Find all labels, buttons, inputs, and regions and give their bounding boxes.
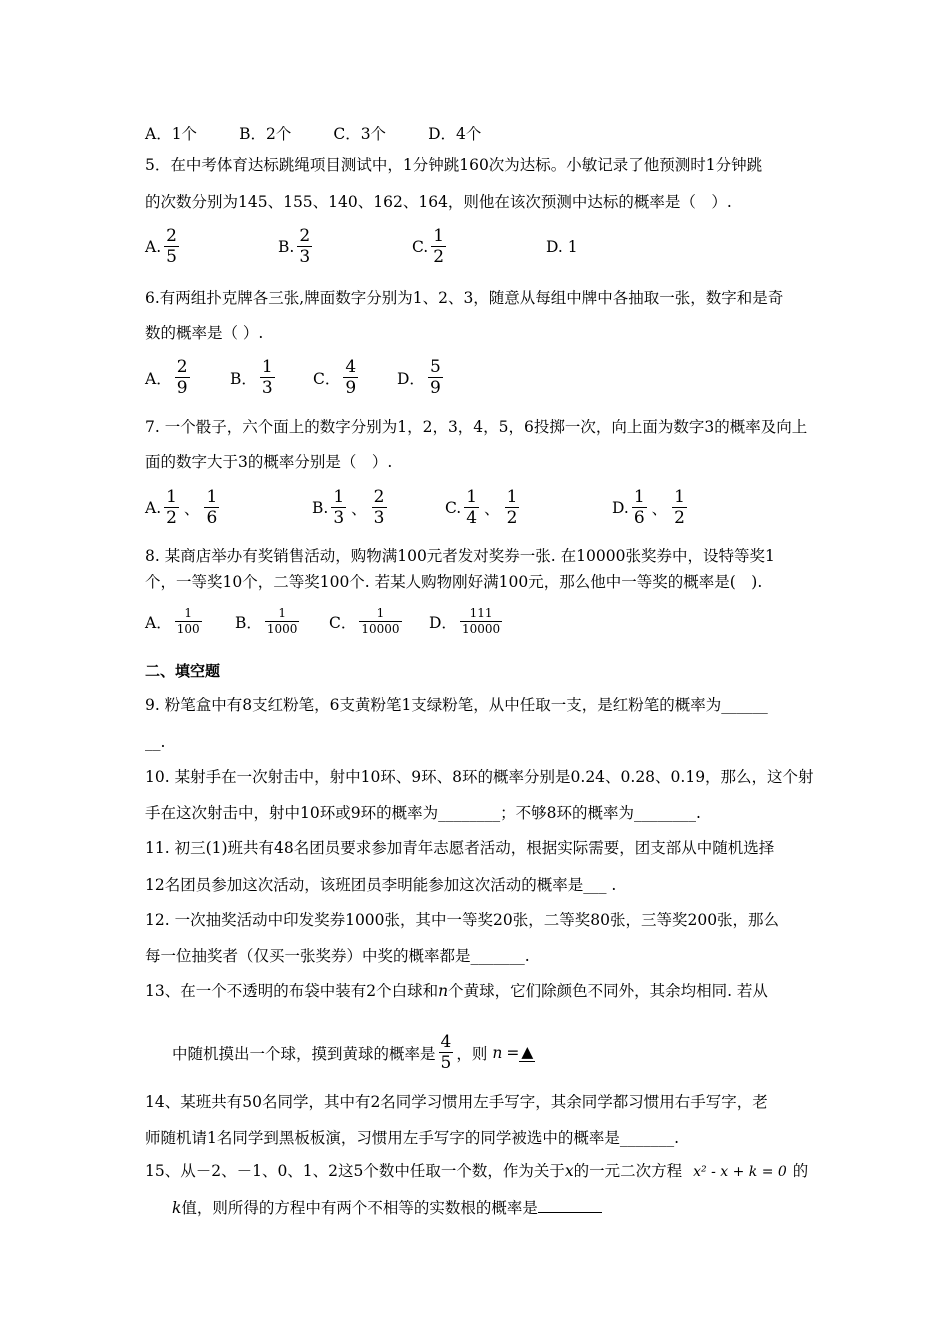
q4-option-d: D．4个	[428, 125, 482, 143]
fraction-numerator: 2	[176, 357, 188, 377]
fraction	[505, 487, 520, 528]
q8-line2: 个，一等奖10个，二等奖100个. 若某人购物刚好满100元，那么他中一等奖的概率是( ).	[145, 573, 763, 591]
fraction-denominator: 3	[333, 508, 345, 528]
fraction-denominator: 2	[433, 247, 445, 267]
fraction	[431, 226, 446, 267]
fraction-numerator: 1	[261, 357, 273, 377]
q15-equation: x² - x + k = 0	[693, 1164, 787, 1180]
separator: 、	[651, 499, 668, 518]
q6-option-d-label: D．	[397, 369, 425, 388]
fraction-numerator: 5	[429, 357, 441, 377]
q6-option-d	[397, 357, 446, 398]
fraction-denominator: 6	[633, 508, 645, 528]
q13-text-b: 个黄球，它们除颜色不同外，其余均相同. 若从	[448, 982, 768, 1000]
fraction	[428, 357, 443, 398]
q12-line1: 12. 一次抽奖活动中印发奖券1000张，其中一等奖20张，二等奖80张，三等奖200张，那么	[145, 911, 780, 929]
fraction-numerator: 2	[166, 226, 177, 246]
fraction	[175, 606, 202, 637]
q8-option-d-label: D．	[429, 613, 457, 632]
fraction-denominator: 5	[166, 247, 177, 267]
q8-line1: 8. 某商店举办有奖销售活动，购物满100元者发对奖券一张. 在10000张奖券中，设特等奖1	[145, 547, 775, 565]
q6-option-a-label: A．	[145, 369, 172, 388]
fraction-numerator: 1	[278, 606, 286, 620]
fraction	[297, 226, 312, 267]
q8-option-a-label: A．	[145, 613, 172, 632]
fraction	[331, 487, 346, 528]
fraction	[164, 226, 179, 267]
separator: 、	[183, 499, 200, 518]
fraction-denominator: 2	[506, 508, 518, 528]
q15-text-c: 的	[792, 1162, 809, 1180]
q13-equals: =	[506, 1043, 520, 1062]
fraction-denominator: 9	[345, 378, 357, 398]
q5-option-d-label: D. 1	[546, 238, 578, 256]
q15-variable-k: k	[172, 1199, 182, 1217]
q13-line1	[145, 981, 768, 1001]
q7-option-c	[445, 487, 522, 528]
fraction-numerator: 1	[433, 226, 445, 246]
fraction-numerator: 4	[345, 357, 357, 377]
fraction	[343, 357, 358, 398]
q15-text-b: 的一元二次方程	[573, 1162, 683, 1180]
fraction-denominator: 6	[206, 508, 218, 528]
fraction	[204, 487, 219, 528]
fraction	[359, 606, 401, 637]
q14-line1: 14、某班共有50名同学，其中有2名同学习惯用左手写字，其余同学都习惯用右手写字，老	[145, 1093, 768, 1111]
fraction-denominator: 10000	[361, 622, 400, 636]
q13-variable-n: n	[492, 1043, 503, 1062]
q12-line2: 每一位抽奖者（仅买一张奖券）中奖的概率都是_______.	[145, 947, 530, 965]
fraction-numerator: 1	[184, 606, 192, 620]
q7-option-d	[612, 487, 690, 528]
q4-option-c: C．3个	[333, 125, 387, 143]
fraction	[460, 606, 502, 637]
q8-option-d	[429, 606, 505, 637]
fraction-numerator: 1	[376, 606, 385, 620]
fraction-denominator: 100	[176, 622, 200, 636]
q7-line2: 面的数字大于3的概率分别是（ ）.	[145, 453, 393, 471]
q14-line2: 师随机请1名同学到黑板板演，习惯用左手写字的同学被选中的概率是_______.	[145, 1129, 680, 1147]
q7-option-b	[312, 487, 390, 528]
fraction-numerator: 1	[674, 487, 685, 507]
fraction-numerator: 111	[469, 606, 493, 620]
q5-line1: 5．在中考体育达标跳绳项目测试中，1分钟跳160次为达标。小敏记录了他预测时1分钟跳	[145, 156, 763, 174]
q15-variable-x: x	[564, 1162, 574, 1180]
q7-option-c-label: C.	[445, 498, 462, 517]
q8-option-b-label: B．	[235, 613, 262, 632]
fraction-numerator: 4	[440, 1032, 452, 1052]
fraction	[175, 357, 190, 398]
q9-line1: 9. 粉笔盒中有8支红粉笔，6支黄粉笔1支绿粉笔，从中任取一支，是红粉笔的概率为______	[145, 696, 768, 714]
fraction	[672, 487, 687, 528]
q8-option-c-label: C．	[329, 613, 357, 632]
q5-option-a-label: A.	[145, 237, 162, 256]
fraction-numerator: 1	[466, 487, 478, 507]
q6-option-a	[145, 357, 193, 398]
fraction-numerator: 2	[299, 226, 311, 246]
q7-option-a-label: A.	[145, 498, 162, 517]
q6-option-b-label: B．	[230, 369, 257, 388]
q7-line1: 7. 一个骰子，六个面上的数字分别为1，2，3，4，5，6投掷一次，向上面为数字3的概率及向上	[145, 418, 808, 436]
q6-option-c-label: C．	[313, 369, 341, 388]
q8-option-c	[329, 606, 405, 637]
q5-option-b	[278, 226, 315, 267]
q5-option-b-label: B.	[278, 237, 295, 256]
q7-option-b-label: B.	[312, 498, 329, 517]
fraction	[372, 487, 387, 528]
q15-line2	[172, 1198, 602, 1218]
q11-line2: 12名团员参加这次活动，该班团员李明能参加这次活动的概率是___ .	[145, 876, 617, 894]
q8-option-a	[145, 606, 205, 637]
fraction-denominator: 3	[299, 247, 311, 267]
q5-option-d	[546, 238, 578, 256]
fraction-numerator: 1	[633, 487, 645, 507]
q5-option-a	[145, 226, 182, 267]
q4-options	[145, 122, 481, 144]
fraction-denominator: 3	[373, 508, 385, 528]
fraction	[260, 357, 275, 398]
fraction	[632, 487, 647, 528]
fraction-numerator: 1	[506, 487, 518, 507]
fraction-denominator: 2	[166, 508, 177, 528]
fraction-denominator: 5	[440, 1053, 452, 1073]
q13-text-c: 中随机摸出一个球，摸到黄球的概率是	[172, 1044, 436, 1063]
q5-option-c-label: C.	[412, 237, 429, 256]
fraction-numerator: 1	[206, 487, 218, 507]
fraction	[164, 487, 179, 528]
q6-option-c	[313, 357, 361, 398]
q10-line1: 10. 某射手在一次射击中，射中10环、9环、8环的概率分别是0.24、0.28、0.19，那么，这个射	[145, 768, 814, 786]
q6-option-b	[230, 357, 278, 398]
q6-line2: 数的概率是（ ）.	[145, 324, 264, 342]
section-heading: 二、填空题	[145, 662, 221, 680]
q13-text-d: ，则	[456, 1044, 488, 1063]
fraction	[439, 1032, 454, 1073]
q6-line1: 6.有两组扑克牌各三张,牌面数字分别为1、2、3，随意从每组中牌中各抽取一张，数字和是奇	[145, 289, 784, 307]
answer-triangle-icon: ▲	[521, 1043, 534, 1061]
fraction-denominator: 1000	[266, 622, 298, 636]
q5-option-c	[412, 226, 449, 267]
q4-option-a: A．1个	[145, 125, 198, 143]
fraction-denominator: 3	[261, 378, 273, 398]
q7-option-a	[145, 487, 222, 528]
answer-blank[interactable]	[538, 1212, 602, 1213]
q8-option-b	[235, 606, 302, 637]
q13-line2	[172, 1032, 535, 1073]
q11-line1: 11. 初三(1)班共有48名团员要求参加青年志愿者活动，根据实际需要，团支部从中随机选择	[145, 839, 775, 857]
q4-option-b: B．2个	[239, 125, 292, 143]
fraction-numerator: 1	[166, 487, 177, 507]
q5-line2: 的次数分别为145、155、140、162、164，则他在该次预测中达标的概率是（ ）.	[145, 193, 732, 211]
q15-text-a: 15、从－2、－1、0、1、2这5个数中任取一个数，作为关于	[145, 1162, 565, 1180]
fraction-numerator: 1	[333, 487, 345, 507]
q10-line2: 手在这次射击中，射中10环或9环的概率为________；不够8环的概率为________.	[145, 804, 701, 822]
fraction-numerator: 2	[373, 487, 385, 507]
q13-text-a: 13、在一个不透明的布袋中装有2个白球和	[145, 982, 439, 1000]
fraction-denominator: 10000	[461, 622, 501, 636]
fraction-denominator: 9	[429, 378, 441, 398]
fraction-denominator: 2	[674, 508, 685, 528]
q7-option-d-label: D.	[612, 498, 629, 517]
fraction-denominator: 9	[176, 378, 188, 398]
fraction	[265, 606, 300, 637]
fraction-denominator: 4	[466, 508, 478, 528]
q13-variable-n: n	[438, 982, 449, 1000]
q9-line2: __.	[145, 733, 166, 751]
separator: 、	[484, 499, 500, 518]
separator: 、	[351, 499, 367, 518]
q15-line1	[145, 1161, 808, 1182]
q15-text-d: 值，则所得的方程中有两个不相等的实数根的概率是	[181, 1199, 538, 1217]
fraction	[464, 487, 479, 528]
